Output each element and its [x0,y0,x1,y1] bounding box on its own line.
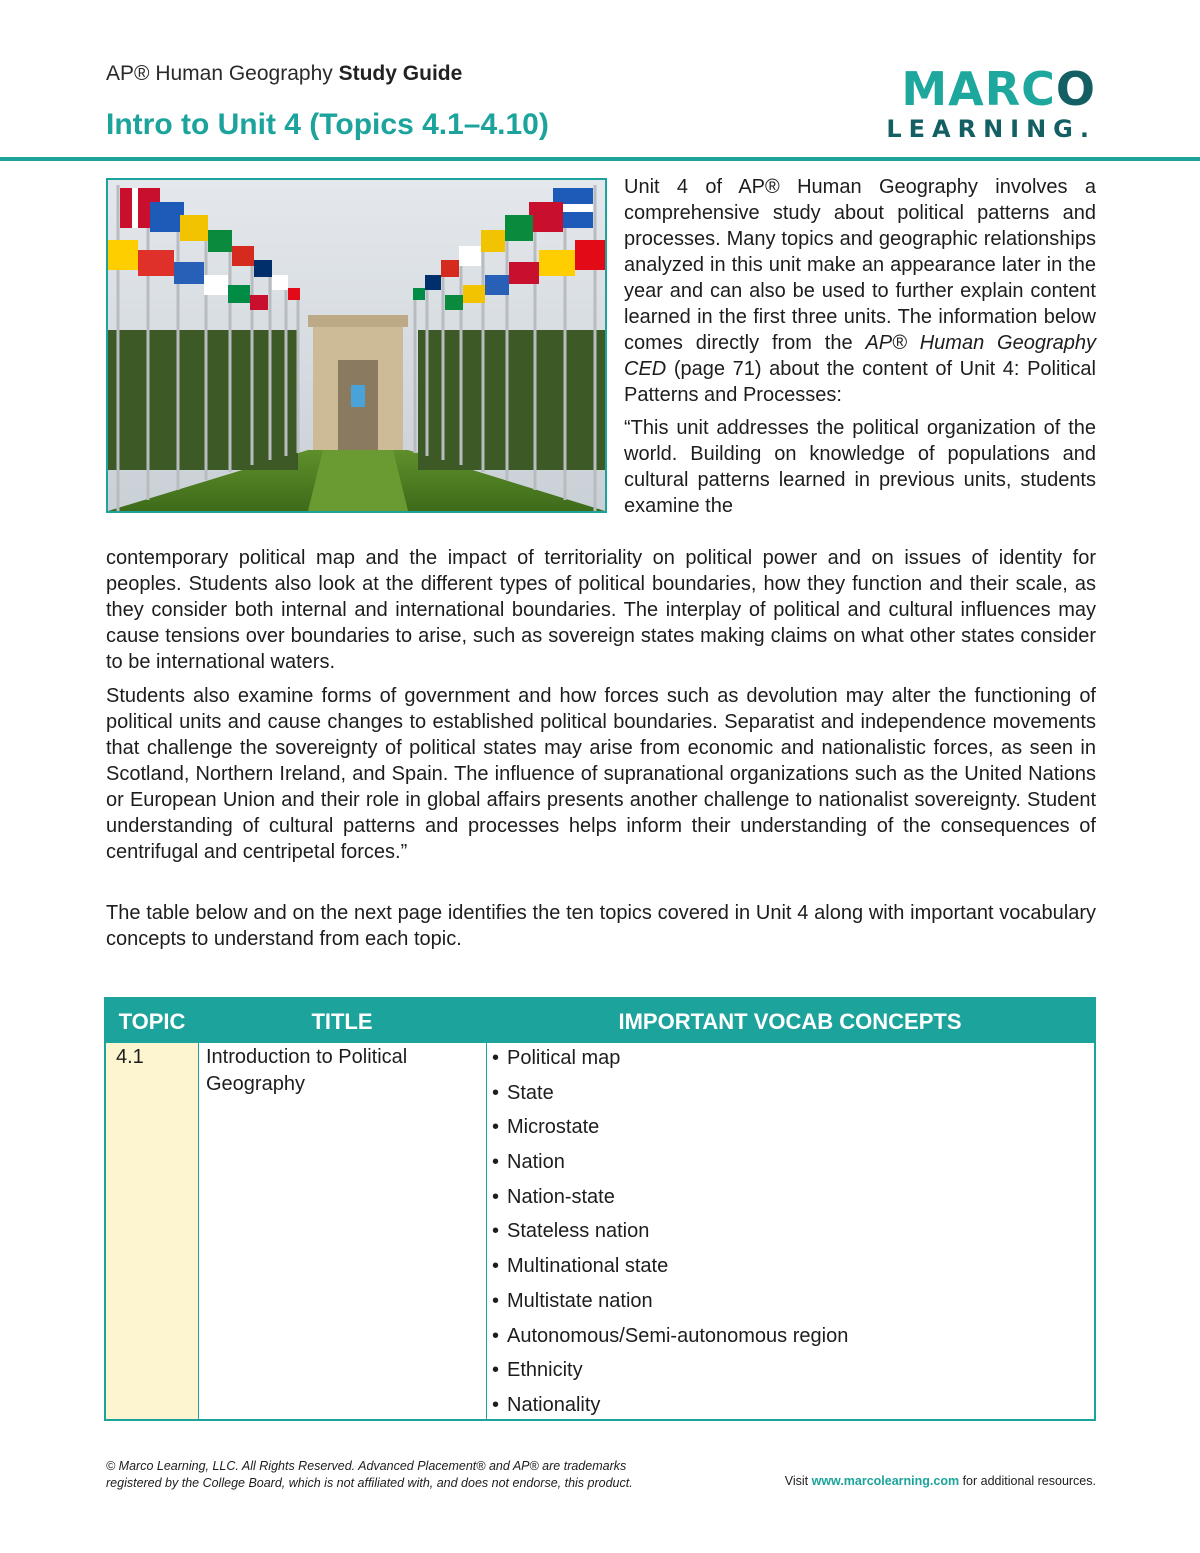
list-item: • Autonomous/Semi-autonomous region [492,1323,848,1358]
list-item: • Multistate nation [492,1288,848,1323]
header-topic: TOPIC [118,1009,186,1034]
header-vocab: IMPORTANT VOCAB CONCEPTS [618,1009,962,1034]
quote-paragraph-2: Students also examine forms of government and how forces such as devolution may alter the functioning of political units and cause changes to established political boundaries. Separatist and independence movements that challenge the sovereignty of political states may arise from economic and nationalistic forces, as seen in Scotland, Northern Ireland, and Spain. The influence of supranational organizations such as the United Nations or European Union and their role in global affairs presents another challenge to nationalist sovereignty. Student understanding of cultural patterns and processes helps inform their understanding of the consequences of centrifugal and centripetal forces.” [106,685,1096,863]
ced-reference: AP® Human Geography CED [624,332,1096,380]
list-item: • Multinational state [492,1253,848,1288]
column-divider [486,999,487,1419]
page-title: Intro to Unit 4 (Topics 4.1–4.10) [106,108,549,141]
website-link[interactable]: www.marcolearning.com [811,1474,960,1488]
column-divider [198,999,199,1419]
vocab-table [104,997,1096,1421]
logo-wordmark-bottom: LEARNING. [886,115,1096,143]
closing-paragraph: The table below and on the next page identifies the ten topics covered in Unit 4 along with important vocabulary concepts to understand from each topic. [106,902,1096,950]
topic-title: Introduction to Political Geography [206,1046,408,1095]
header-title: TITLE [311,1009,373,1034]
list-item: • State [492,1080,848,1115]
study-guide-label: Study Guide [338,62,463,85]
topic-number: 4.1 [116,1046,144,1068]
list-item: • Ethnicity [492,1357,848,1392]
intro-text [624,174,1096,526]
list-item: • Nation-state [492,1184,848,1219]
header-divider [0,157,1200,161]
page-footer [106,1458,1096,1498]
resources-note: Visit www.marcolearning.com for additional resources. [784,1474,1096,1488]
table-header [106,999,1094,1043]
marco-learning-logo [886,62,1096,146]
quote-start: “This unit addresses the political organization of the world. Building on knowledge of populations and cultural patterns learned in previous units, students examine the [624,417,1096,517]
course-line [106,62,462,86]
flags-avenue-illustration [108,180,605,511]
logo-wordmark-top: MARCO [901,62,1096,116]
list-item: • Microstate [492,1114,848,1149]
copyright-notice: © Marco Learning, LLC. All Rights Reserved. Advanced Placement® and AP® are trademarks registered by the College Board, which is not affiliated with, and does not endorse, this product. [106,1459,633,1490]
list-item: • Stateless nation [492,1218,848,1253]
page-header [106,62,1096,162]
list-item: • Nationality [492,1392,848,1427]
flags-avenue-photo [106,178,607,513]
course-subject: AP® Human Geography [106,62,333,85]
vocab-list [492,1045,848,1427]
intro-paragraph: Unit 4 of AP® Human Geography involves a comprehensive study about political patterns and processes. Many topics and geographic relationships analyzed in this unit make an appearance later in the year and can also be used to further explain content learned in the first three units. The information below comes directly from the AP® Human Geography CED (page 71) about the content of Unit 4: Political Patterns and Processes: [624,176,1096,406]
topic-cell-bg [106,1043,198,1419]
list-item: • Nation [492,1149,848,1184]
quote-continuation: contemporary political map and the impact of territoriality on political power and on issues of identity for peoples. Students also look at the different types of political boundaries, how they function and their scale, as they consider both internal and international boundaries. The interplay of political and cultural influences may cause tensions over boundaries to arise, such as sovereign states making claims on what other states consider to be international waters. [106,547,1096,673]
list-item: • Political map [492,1045,848,1080]
